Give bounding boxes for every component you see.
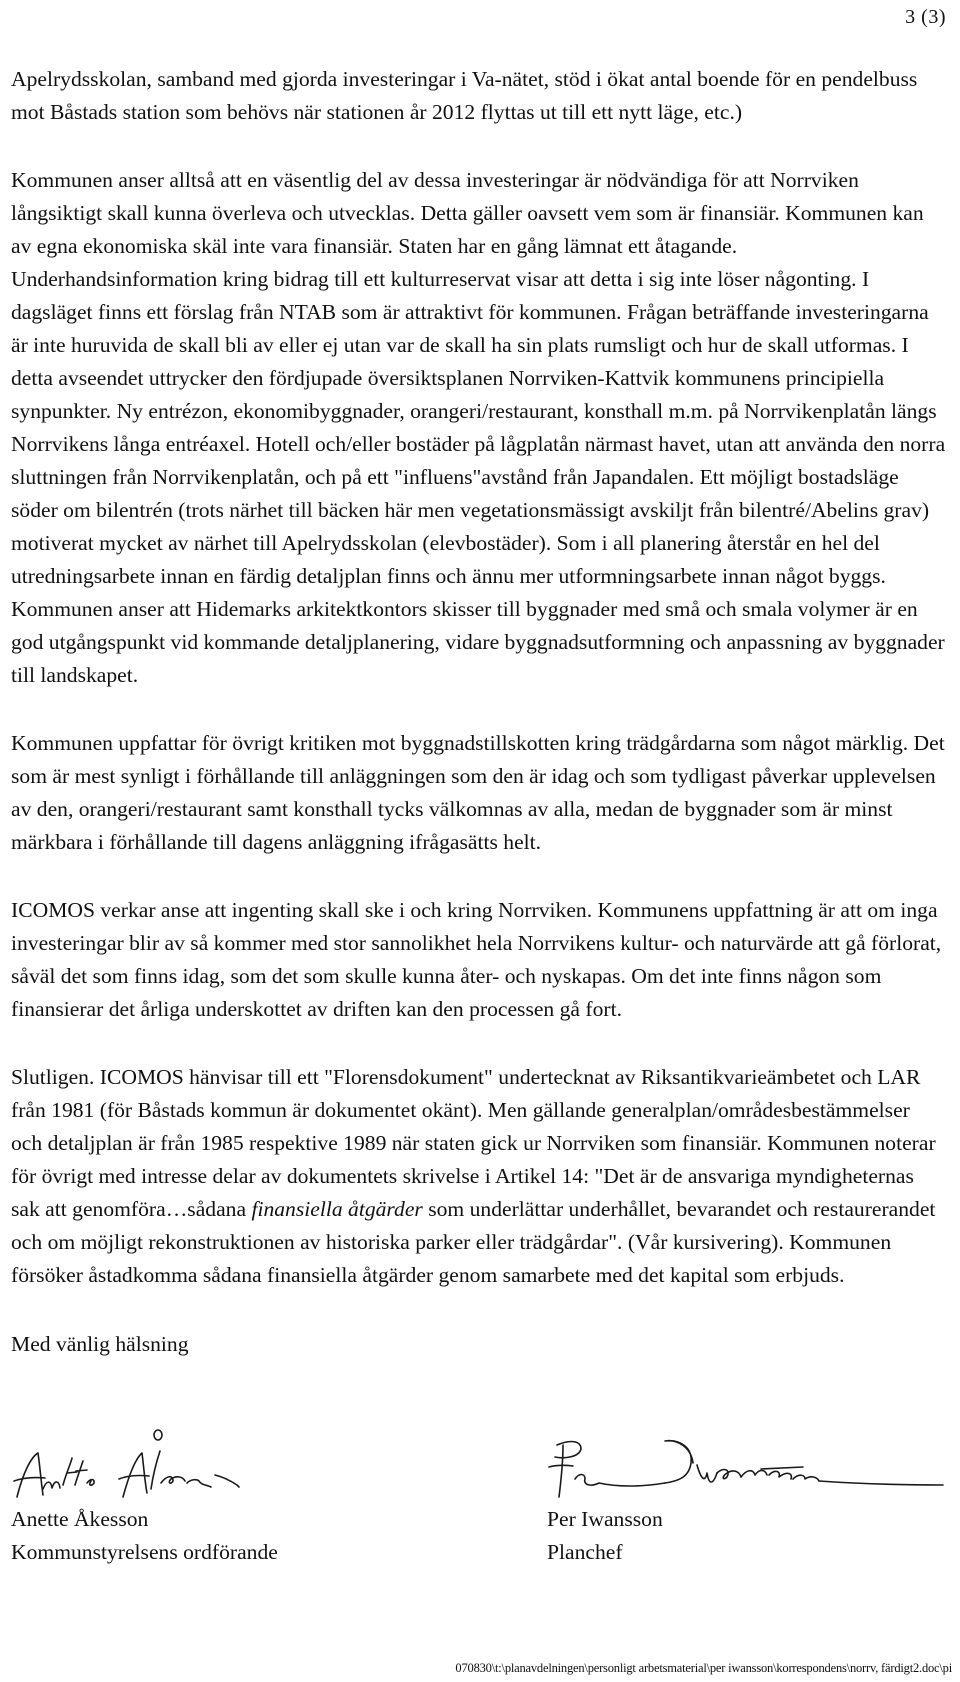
signature-per-iwansson-icon [547,1423,947,1503]
paragraph-1: Apelrydsskolan, samband med gjorda investeringar i Va-nätet, stöd i ökat antal boende för en pendelbuss mot Båstads station som behövs när stationen år 2012 flyttas ut till ett nytt läge, etc.) [11,67,918,124]
signatory-left-title: Kommunstyrelsens ordförande [11,1540,278,1564]
signatory-right-name: Per Iwansson [547,1507,663,1531]
paragraph-5-italic-phrase: finansiella åtgärder [251,1197,423,1221]
signature-row [11,1423,946,1563]
letter-body [11,63,946,1564]
paragraph-2: Kommunen anser alltså att en väsentlig del av dessa investeringar är nödvändiga för att Norrviken långsiktigt skall kunna överleva och utvecklas. Detta gäller oavsett vem som är finansiär. Kommunen kan av egna ekonomiska skäl inte vara finansiär. Staten har en gång lämnat ett åtagande. Underhandsinformation kring bidrag till ett kulturreservat visar att detta i sig inte löser någonting. I dagsläget finns ett förslag från NTAB som är attraktivt för kommunen. Frågan beträffande investeringarna är inte huruvida de skall bli av eller ej utan var de skall ha sin plats rumsligt och hur de skall utformas. I detta avseendet uttrycker den fördjupade översiktsplanen Norrviken-Kattvik kommunens principiella synpunkter. Ny entrézon, ekonomibyggnader, orangeri/restaurant, konsthall m.m. på Norrvikenplatån längs Norrvikens långa entréaxel. Hotell och/eller bostäder på lågplatån närmast havet, utan att använda den norra sluttningen från Norrvikenplatån, och på ett "influens"avstånd från Japandalen. Ett möjligt bostadsläge söder om bilentrén (trots närhet till bäcken här men vegetationsmässigt avskiljt från bilentré/Abelins grav) motiverat mycket av närhet till Apelrydsskolan (elevbostäder). Som i all planering återstår en hel del utredningsarbete innan en färdig detaljplan finns och ännu mer utformningsarbete innan något byggs. Kommunen anser att Hidemarks arkitektkontors skisser till byggnader med små och smala volymer är en god utgångspunkt vid kommande detaljplanering, vidare byggnadsutformning och anpassning av byggnader till landskapet. [11,168,946,687]
signatory-left [11,1423,431,1569]
paragraph-5-after-italic: som underlättar underhållet, bevarandet och restaurerandet och om möjligt rekonstruktionen av historiska parker eller trädgårdar". (Vår kursivering). Kommunen försöker åstadkomma sådana finansiella åtgärder genom samarbete med det kapital som erbjuds. [11,1197,936,1287]
document-file-path: 070830\t:\planavdelningen\personligt arbetsmaterial\per iwansson\korrespondens\norrv, färdigt2.doc\pi [455,1661,952,1675]
paragraph-3: Kommunen uppfattar för övrigt kritiken mot byggnadstillskotten kring trädgårdarna som något märklig. Det som är mest synligt i förhållande till anläggningen som den är idag och som tydligast påverkar upplevelsen av den, orangeri/restaurant samt konsthall tycks välkomnas av alla, medan de byggnader som är minst märkbara i förhållande till dagens anläggning ifrågasätts helt. [11,731,945,854]
signatory-right-title: Planchef [547,1540,623,1564]
paragraph-5-before-italic: Slutligen. ICOMOS hänvisar till ett "Florensdokument" undertecknat av Riksantikvarieämbetet och LAR från 1981 (för Båstads kommun är dokumentet okänt). Men gällande generalplan/områdesbestämmelser och detaljplan är från 1985 respektive 1989 när staten gick ur Norrviken som finansiär. Kommunen noterar för övrigt med intresse delar av dokumentets skrivelse i Artikel 14: "Det är de ansvariga myndigheternas sak att genomföra…sådana [11,1065,936,1221]
signatory-left-name: Anette Åkesson [11,1507,149,1531]
paragraph-4: ICOMOS verkar anse att ingenting skall ske i och kring Norrviken. Kommunens uppfattning är att om inga investeringar blir av så kommer med stor sannolikhet hela Norrvikens kultur- och naturvärde att gå förlorat, såväl det som finns idag, som det som skulle kunna åter- och nyskapas. Om det inte finns någon som finansierar det årliga underskottet av driften kan den processen gå fort. [11,898,942,1021]
page-number: 3 (3) [905,6,946,28]
signature-anette-akesson-icon [11,1423,291,1503]
paragraph-5 [11,1061,946,1292]
signatory-right [547,1423,947,1569]
closing-salutation: Med vänlig hälsning [11,1332,189,1356]
